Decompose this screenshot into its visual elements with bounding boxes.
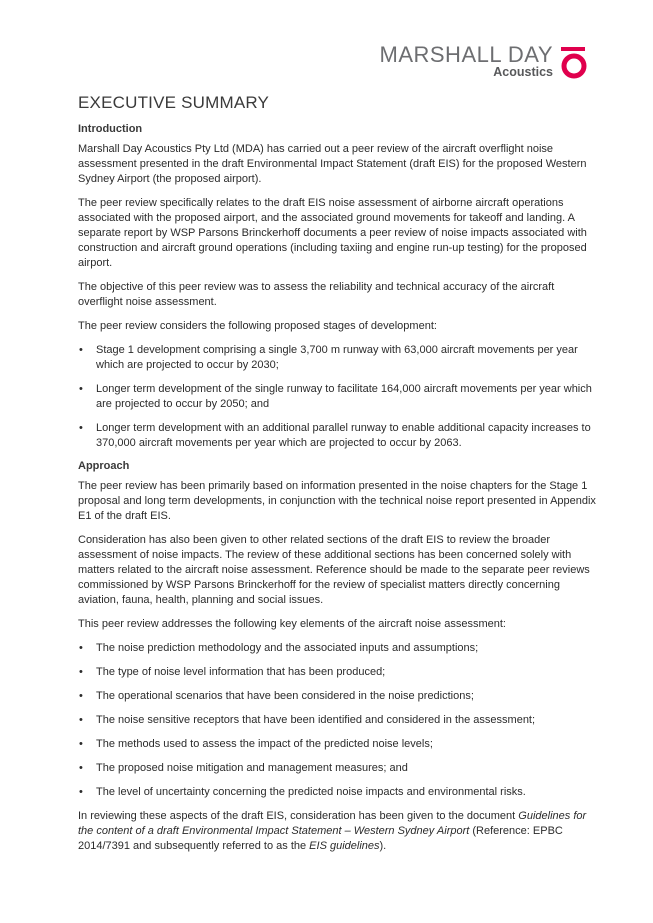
logo-subtitle: Acoustics [493, 65, 553, 79]
closing-paragraph [78, 809, 598, 854]
list-item: • The level of uncertainty concerning the predicted noise impacts and environmental risks. [78, 785, 598, 800]
company-logo [353, 42, 593, 84]
list-item: • The type of noise level information that has been produced; [78, 665, 598, 680]
list-item: • The proposed noise mitigation and management measures; and [78, 761, 598, 776]
paragraph: The peer review specifically relates to the draft EIS noise assessment of airborne aircraft operations associated with the proposed airport, and the associated ground movements for takeoff and landing. A separate report by WSP Parsons Brinckerhoff documents a peer review of noise impacts associated with construction and aircraft ground operations (including taxiing and engine run-up testing) for the proposed airport. [78, 197, 587, 269]
paragraph: The peer review has been primarily based on information presented in the noise chapters for the Stage 1 proposal and long term developments, in conjunction with the technical noise report presented in Appendix E1 of the draft EIS. [78, 480, 596, 522]
list-item: • Longer term development with an additional parallel runway to enable additional capacity increases to 370,000 aircraft movements per year which are projected to occur by 2063. [78, 421, 598, 451]
paragraph: The peer review considers the following proposed stages of development: [78, 320, 437, 332]
closing-text: ). [379, 840, 387, 852]
list-item: • The noise prediction methodology and the associated inputs and assumptions; [78, 641, 598, 656]
paragraph: Marshall Day Acoustics Pty Ltd (MDA) has carried out a peer review of the aircraft overflight noise assessment presented in the draft Environmental Impact Statement (draft EIS) for the proposed Western Sydney Airport (the proposed airport). [78, 143, 587, 185]
list-item: • Stage 1 development comprising a single 3,700 m runway with 63,000 aircraft movements per year which are projected to occur by 2030; [78, 343, 598, 373]
paragraph: This peer review addresses the following key elements of the aircraft noise assessment: [78, 618, 506, 630]
list-item: • The noise sensitive receptors that have been identified and considered in the assessment; [78, 713, 598, 728]
section-heading-introduction: Introduction [78, 123, 143, 135]
list-item: • Longer term development of the single runway to facilitate 164,000 aircraft movements per year which are projected to occur by 2050; and [78, 382, 598, 412]
paragraph: The objective of this peer review was to assess the reliability and technical accuracy of the aircraft overflight noise assessment. [78, 281, 555, 308]
page-content [78, 93, 598, 863]
key-elements-list [78, 641, 598, 800]
guidelines-title: Guidelines for the content of a draft Environmental Impact Statement – Western Sydney Airport [78, 810, 587, 837]
list-item: • The operational scenarios that have been considered in the noise predictions; [78, 689, 598, 704]
closing-text: In reviewing these aspects of the draft EIS, consideration has been given to the document [78, 810, 519, 822]
section-heading-approach: Approach [78, 460, 130, 472]
development-stages-list [78, 343, 598, 451]
logo-wordmark: MARSHALL DAY [379, 42, 553, 67]
closing-text: (Reference: EPBC 2014/7391 and subsequently referred to as the [78, 825, 563, 852]
logo-ring-icon [559, 44, 593, 80]
paragraph: Consideration has also been given to other related sections of the draft EIS to review the broader assessment of noise impacts. The review of these additional sections has been concerned solely with matters related to the aircraft noise assessment. Reference should be made to the separate peer reviews commissioned by WSP Parsons Brinckerhoff for the review of specialist matters directly concerning aviation, fauna, health, planning and social issues. [78, 534, 590, 606]
eis-guidelines-term: EIS guidelines [309, 840, 380, 852]
page-title: EXECUTIVE SUMMARY [78, 93, 270, 112]
list-item: • The methods used to assess the impact of the predicted noise levels; [78, 737, 598, 752]
